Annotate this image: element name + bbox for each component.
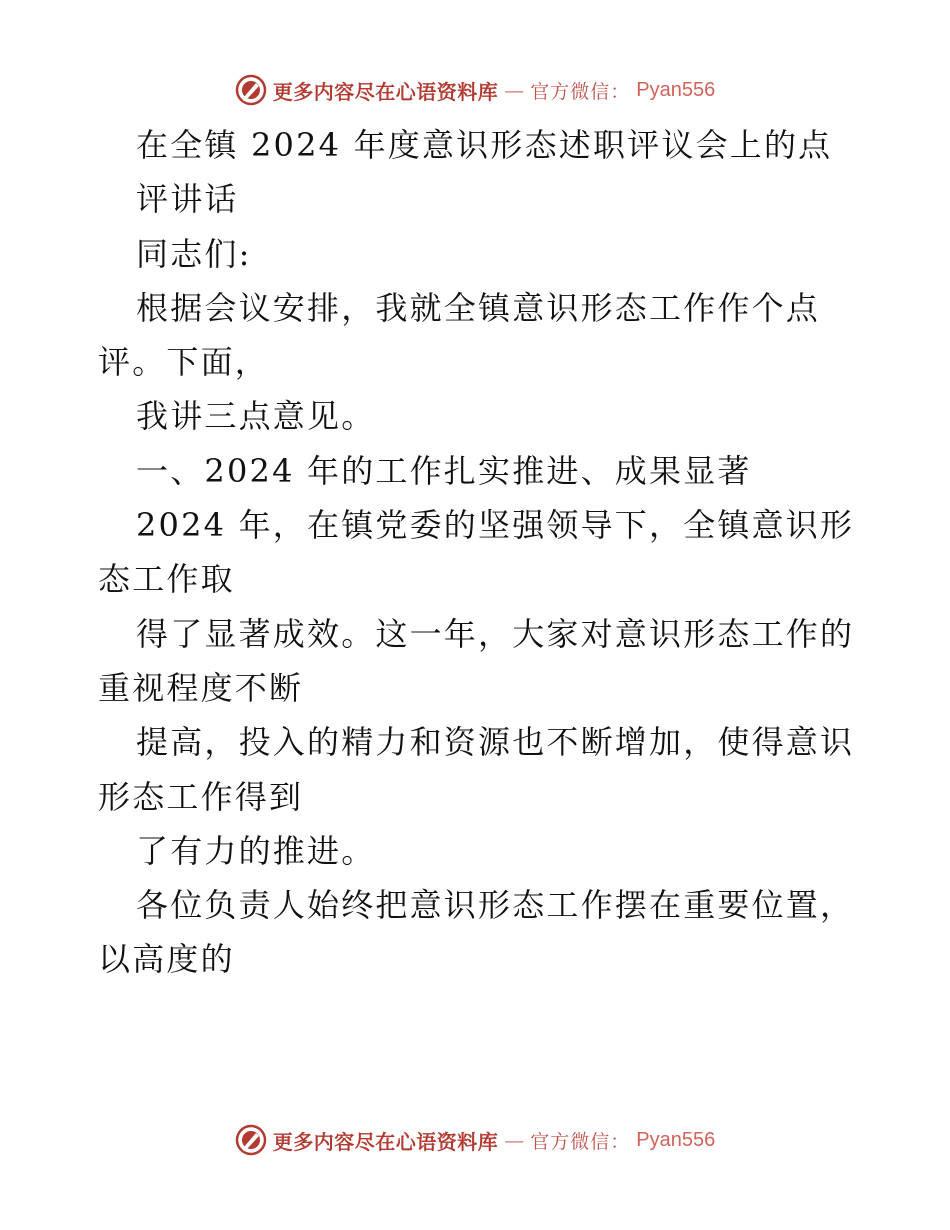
paragraph-line: 了有力的推进。 (136, 831, 376, 870)
paragraph-line: 重视程度不断 (98, 668, 304, 707)
paragraph-line: 我讲三点意见。 (136, 397, 376, 436)
paragraph-line: 态工作取 (98, 560, 235, 599)
paragraph-line: 形态工作得到 (98, 777, 304, 816)
paragraph-line: 根据会议安排，我就全镇意识形态工作作个点 (136, 288, 821, 327)
paragraph-line: 得了显著成效。这一年，大家对意识形态工作的 (136, 614, 855, 653)
banner-site-text: 更多内容尽在心语资料库 (272, 1129, 499, 1154)
paragraph-line: 2024 年，在镇党委的坚强领导下，全镇意识形 (136, 506, 855, 545)
banner-wechat-label: 官方微信： (530, 80, 631, 103)
document-body (98, 118, 888, 987)
title-line-1: 在全镇 2024 年度意识形态述职评议会上的点 (136, 126, 833, 164)
banner-wechat-id: Pyan556 (636, 1128, 716, 1151)
banner-dash: — (504, 78, 525, 102)
pen-logo-icon (235, 1124, 267, 1156)
banner-wechat-id: Pyan556 (636, 78, 716, 101)
banner-dash: — (504, 1128, 525, 1152)
pen-logo-icon (235, 74, 267, 106)
paragraph-line: 评。下面， (98, 343, 270, 382)
paragraph-line: 提高，投入的精力和资源也不断增加，使得意识 (136, 723, 855, 762)
paragraph-line: 以高度的 (98, 940, 235, 979)
banner-site-text: 更多内容尽在心语资料库 (272, 79, 499, 104)
section-heading: 一、2024 年的工作扎实推进、成果显著 (136, 451, 752, 490)
title-line-2: 评讲话 (136, 180, 239, 219)
footer-banner (0, 1120, 950, 1160)
salutation: 同志们: (136, 234, 252, 273)
paragraph-line: 各位负责人始终把意识形态工作摆在重要位置， (136, 886, 855, 925)
banner-wechat-label: 官方微信： (530, 1130, 631, 1153)
header-banner (0, 70, 950, 110)
